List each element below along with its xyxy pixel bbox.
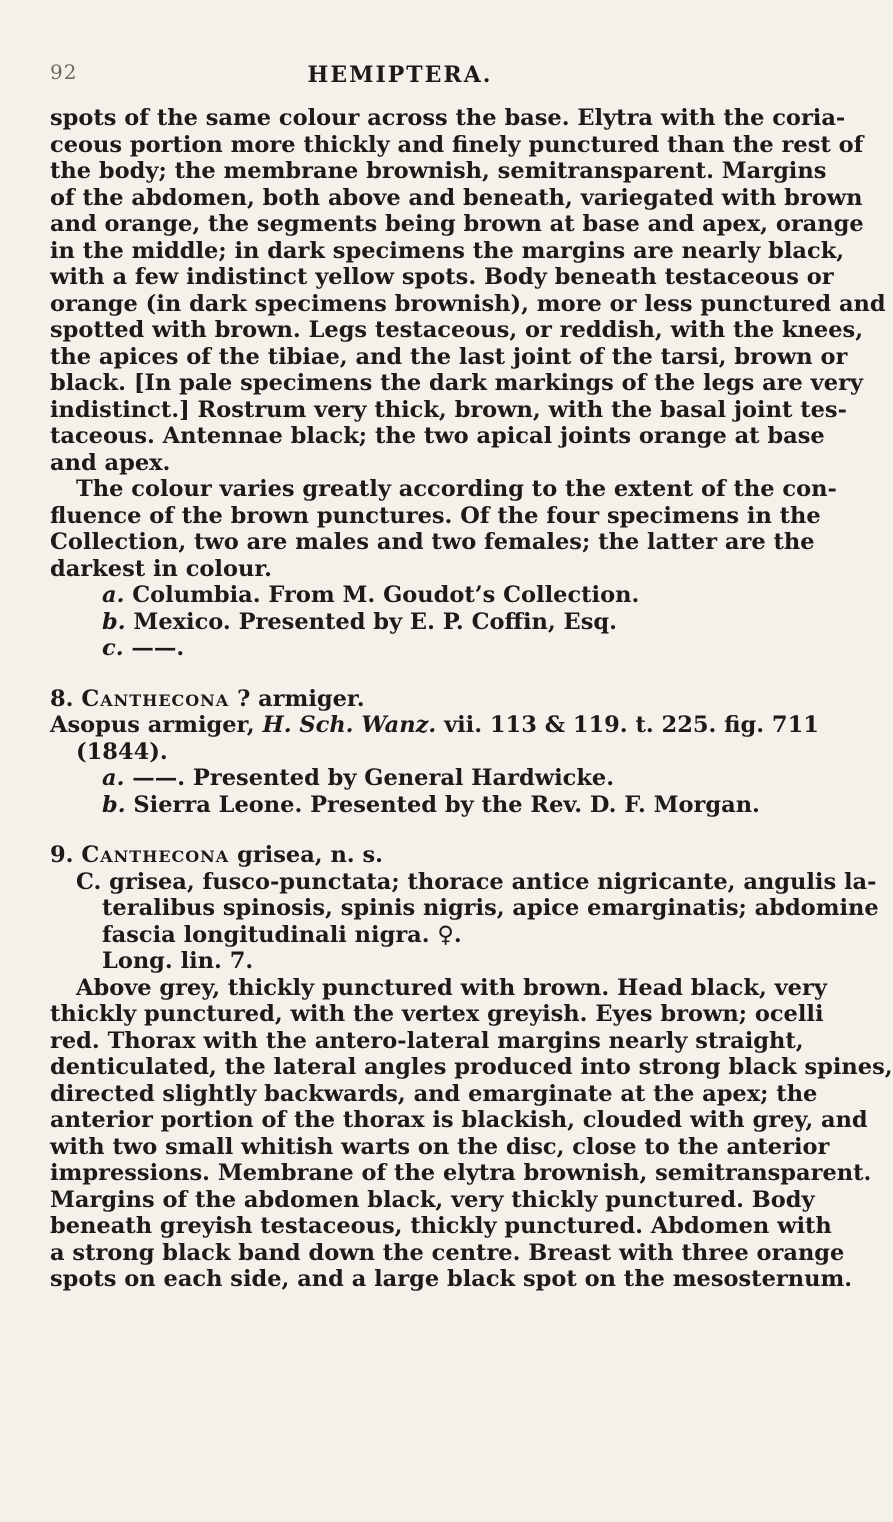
synonym-reference: Asopus armiger, H. Sch. Wanz. vii. 113 & 119. t. 225. fig. 711 bbox=[50, 712, 819, 738]
species-heading: 9. Canthecona grisea, n. s. bbox=[50, 842, 383, 868]
text-line: a strong black band down the centre. Breast with three orange bbox=[50, 1239, 845, 1266]
text-line: impressions. Membrane of the elytra brownish, semitransparent. bbox=[50, 1160, 872, 1186]
text-line: with a few indistinct yellow spots. Body beneath testaceous or bbox=[50, 264, 834, 290]
text-line: directed slightly backwards, and emarginate at the apex; the bbox=[50, 1080, 818, 1107]
text-line: taceous. Antennae black; the two apical joints orange at base bbox=[50, 423, 825, 449]
specimen-entry: c. ——. bbox=[102, 635, 185, 661]
specimen-entry: a. ——. Presented by General Hardwicke. bbox=[102, 765, 615, 791]
page-number: 92 bbox=[50, 60, 78, 84]
text-line: and orange, the segments being brown at base and apex, orange bbox=[50, 211, 864, 237]
text-line: denticulated, the lateral angles produced into strong black spines, bbox=[50, 1054, 893, 1080]
text-line: Above grey, thickly punctured with brown. Head black, very bbox=[76, 974, 827, 1001]
length: Long. lin. 7. bbox=[102, 948, 254, 974]
species-9 bbox=[50, 842, 893, 1293]
text-line: and apex. bbox=[50, 449, 171, 476]
text-line: ceous portion more thickly and finely punctured than the rest of bbox=[50, 131, 864, 158]
species-heading: 8. Canthecona ? armiger. bbox=[50, 685, 365, 712]
specimen-entry: b. Sierra Leone. Presented by the Rev. D. F. Morgan. bbox=[102, 791, 760, 818]
text-line: spots of the same colour across the base. Elytra with the coria- bbox=[50, 105, 846, 131]
text-line: beneath greyish testaceous, thickly punctured. Abdomen with bbox=[50, 1213, 832, 1239]
text-line: anterior portion of the thorax is blackish, clouded with grey, and bbox=[50, 1107, 868, 1133]
text-line: indistinct.] Rostrum very thick, brown, with the basal joint tes- bbox=[50, 396, 847, 423]
text-line: Collection, two are males and two females; the latter are the bbox=[50, 529, 815, 555]
text-line: red. Thorax with the antero-lateral margins nearly straight, bbox=[50, 1027, 804, 1054]
text-line: the body; the membrane brownish, semitransparent. Margins bbox=[50, 158, 827, 184]
text-line: with two small whitish warts on the disc, close to the anterior bbox=[50, 1133, 830, 1160]
synonym-year: (1844). bbox=[76, 738, 168, 765]
latin-diagnosis: teralibus spinosis, spinis nigris, apice emarginatis; abdomine bbox=[102, 895, 879, 921]
species-8 bbox=[50, 685, 819, 819]
text-line: in the middle; in dark specimens the margins are nearly black, bbox=[50, 237, 845, 264]
specimen-entry: a. Columbia. From M. Goudot’s Collection. bbox=[102, 582, 640, 608]
text-line: of the abdomen, both above and beneath, variegated with brown bbox=[50, 184, 863, 211]
text-line: spotted with brown. Legs testaceous, or reddish, with the knees, bbox=[50, 317, 864, 343]
text-line: spots on each side, and a large black spot on the mesosternum. bbox=[50, 1266, 853, 1292]
text-line: orange (in dark specimens brownish), more or less punctured and bbox=[50, 290, 886, 317]
text-line: Margins of the abdomen black, very thickly punctured. Body bbox=[50, 1186, 815, 1213]
text-body bbox=[50, 105, 893, 1293]
text-line: darkest in colour. bbox=[50, 555, 272, 582]
text-line: fluence of the brown punctures. Of the four specimens in the bbox=[50, 502, 821, 529]
text-line: The colour varies greatly according to the extent of the con- bbox=[76, 476, 837, 502]
specimen-entry: b. Mexico. Presented by E. P. Coffin, Esq. bbox=[102, 608, 617, 635]
text-line: thickly punctured, with the vertex greyish. Eyes brown; ocelli bbox=[50, 1001, 824, 1027]
description-continued bbox=[50, 105, 886, 476]
text-line: the apices of the tibiae, and the last joint of the tarsi, brown or bbox=[50, 343, 848, 370]
text-line: black. [In pale specimens the dark markings of the legs are very bbox=[50, 370, 863, 396]
latin-diagnosis: fascia longitudinali nigra. ♀. bbox=[102, 921, 462, 948]
colour-paragraph bbox=[50, 476, 837, 582]
latin-diagnosis: C. grisea, fusco-punctata; thorace antice nigricante, angulis la- bbox=[76, 868, 877, 895]
specimen-list bbox=[50, 582, 770, 662]
running-title: HEMIPTERA. bbox=[307, 62, 493, 88]
